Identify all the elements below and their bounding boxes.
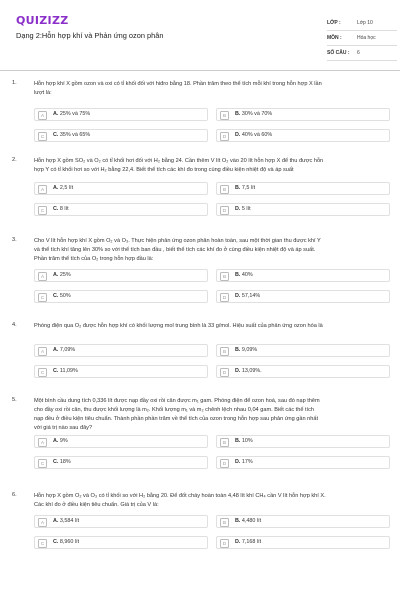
question-text-line: Phần trăm thể tích của O₂ trong hỗn hợp đầu là: bbox=[34, 256, 154, 262]
option-text: C. 8,960 lít bbox=[53, 539, 80, 546]
question-text-line: cho đầy oxi rồi cân, thu được khối lượng là m₂. Khối lượng m₁ và m₂ chênh lệch nhau 0,04 gam. Biết các thể tích bbox=[34, 407, 315, 413]
meta-row-class bbox=[327, 16, 397, 31]
answer-option-c[interactable] bbox=[34, 290, 208, 303]
option-text: C. 11,09% bbox=[53, 368, 78, 375]
question-number: 1. bbox=[12, 80, 17, 86]
option-text: B. 4,480 lít bbox=[235, 518, 262, 525]
option-text: B. 30% và 70% bbox=[235, 111, 273, 118]
question-text bbox=[34, 397, 386, 433]
option-text: D. 40% và 60% bbox=[235, 132, 273, 139]
answer-option-d[interactable] bbox=[216, 456, 390, 469]
answer-option-d[interactable] bbox=[216, 365, 390, 378]
option-key-badge: B bbox=[220, 347, 229, 356]
meta-row-question-count bbox=[327, 46, 397, 61]
quizizz-logo: QUIZIZZ bbox=[16, 14, 69, 27]
question-text bbox=[34, 157, 386, 175]
meta-key: MÔN : bbox=[327, 35, 342, 41]
question-text-line: và thể tích khí tăng lên 30% so với thể tích ban đầu , biết thể tích các khí đo ở cùng điều kiện nhiệt độ và áp suất. bbox=[34, 247, 316, 253]
option-key-badge: C bbox=[38, 459, 47, 468]
question-text-line: Các khí đo ở điều kiện tiêu chuẩn. Giá trị của V là: bbox=[34, 502, 159, 508]
question-text-line: Cho V lít hỗn hợp khí X gồm O₂ và O₃. Thực hiện phản ứng ozon phân hoàn toàn, sau một thời gian thu được khí Y bbox=[34, 238, 321, 244]
question-text-line: Hỗn hợp khí X gồm ozon và oxi có tỉ khối đối với hiđro bằng 18. Phần trăm theo thể tích mỗi khí trong hỗn hợp X lần bbox=[34, 81, 322, 87]
meta-row-subject bbox=[327, 31, 397, 46]
option-key-badge: A bbox=[38, 272, 47, 281]
option-key-badge: D bbox=[220, 293, 229, 302]
option-text: A. 7,09% bbox=[53, 347, 76, 354]
question-text bbox=[34, 237, 386, 264]
answer-option-d[interactable] bbox=[216, 203, 390, 216]
option-key-badge: A bbox=[38, 518, 47, 527]
option-key-badge: D bbox=[220, 206, 229, 215]
option-text: A. 3,584 lít bbox=[53, 518, 80, 525]
answer-option-b[interactable] bbox=[216, 435, 390, 448]
answer-option-b[interactable] bbox=[216, 344, 390, 357]
option-text: C. 50% bbox=[53, 293, 71, 300]
meta-value: Hóa học bbox=[357, 35, 376, 41]
option-text: B. 10% bbox=[235, 438, 253, 445]
answer-option-a[interactable] bbox=[34, 515, 208, 528]
meta-key: SỐ CÂU : bbox=[327, 50, 350, 56]
question-text-line: hợp Y có tỉ khối hơi so với H₂ bằng 22,4. Biết thể tích các khí đo trong cùng điều kiện nhiệt độ và áp suất bbox=[34, 167, 294, 173]
question-text-line: Một bình cầu dung tích 0,336 lít được nạp đầy oxi rồi cân được m₁ gam. Phóng điện để ozon hoá, sau đó nạp thêm bbox=[34, 398, 320, 404]
answer-option-a[interactable] bbox=[34, 344, 208, 357]
answer-option-c[interactable] bbox=[34, 129, 208, 142]
option-text: A. 25% và 75% bbox=[53, 111, 91, 118]
answer-option-d[interactable] bbox=[216, 290, 390, 303]
answer-option-a[interactable] bbox=[34, 435, 208, 448]
option-text: D. 7,168 lít bbox=[235, 539, 262, 546]
question-number: 2. bbox=[12, 157, 17, 163]
question-text bbox=[34, 80, 386, 98]
meta-value: 6 bbox=[357, 50, 360, 56]
answer-option-c[interactable] bbox=[34, 536, 208, 549]
option-text: C. 8 lít bbox=[53, 206, 69, 213]
question-number: 4. bbox=[12, 322, 17, 328]
worksheet-meta bbox=[327, 16, 397, 61]
option-text: B. 7,5 lít bbox=[235, 185, 256, 192]
question-number: 5. bbox=[12, 397, 17, 403]
option-key-badge: A bbox=[38, 347, 47, 356]
answer-option-b[interactable] bbox=[216, 182, 390, 195]
question-text bbox=[34, 322, 386, 331]
question-text-line: nạp đều ở điều kiện tiêu chuẩn. Thành phần phần trăm về thể tích của ozon trong hỗn hợp sau phản ứng gần nhất bbox=[34, 416, 319, 422]
option-text: D. 5 lít bbox=[235, 206, 251, 213]
answer-option-a[interactable] bbox=[34, 108, 208, 121]
question-text-line: lượt là: bbox=[34, 90, 52, 96]
option-text: A. 9% bbox=[53, 438, 68, 445]
answer-option-c[interactable] bbox=[34, 365, 208, 378]
option-text: A. 2,5 lít bbox=[53, 185, 74, 192]
question-text bbox=[34, 492, 386, 510]
option-key-badge: C bbox=[38, 368, 47, 377]
answer-option-d[interactable] bbox=[216, 129, 390, 142]
meta-value: Lớp 10 bbox=[357, 20, 373, 26]
answer-option-b[interactable] bbox=[216, 108, 390, 121]
option-text: B. 40% bbox=[235, 272, 253, 279]
option-key-badge: B bbox=[220, 185, 229, 194]
option-key-badge: C bbox=[38, 206, 47, 215]
option-key-badge: D bbox=[220, 132, 229, 141]
answer-option-b[interactable] bbox=[216, 515, 390, 528]
worksheet-title: Dạng 2:Hỗn hợp khí và Phản ứng ozon phân bbox=[16, 31, 164, 40]
option-text: C. 35% và 65% bbox=[53, 132, 91, 139]
question-text-line: với giá trị nào sau đây? bbox=[34, 425, 93, 431]
option-key-badge: D bbox=[220, 459, 229, 468]
option-key-badge: A bbox=[38, 438, 47, 447]
option-key-badge: D bbox=[220, 368, 229, 377]
answer-option-c[interactable] bbox=[34, 203, 208, 216]
option-key-badge: B bbox=[220, 272, 229, 281]
option-key-badge: B bbox=[220, 438, 229, 447]
question-number: 6. bbox=[12, 492, 17, 498]
meta-key: LỚP : bbox=[327, 20, 341, 26]
option-text: D. 13,09%. bbox=[235, 368, 262, 375]
option-text: C. 18% bbox=[53, 459, 71, 466]
question-text-line: Phóng điện qua O₂ được hỗn hợp khí có khối lượng mol trung bình là 33 g/mol. Hiệu suất của phản ứng ozon hóa là bbox=[34, 323, 323, 329]
question-text-line: Hỗn hợp X gồm SO₂ và O₂ có tỉ khối hơi đối với H₂ bằng 24. Cần thêm V lít O₂ vào 20 lít hỗn hợp X để thu được hỗn bbox=[34, 158, 324, 164]
answer-option-c[interactable] bbox=[34, 456, 208, 469]
option-key-badge: A bbox=[38, 185, 47, 194]
option-text: A. 25% bbox=[53, 272, 71, 279]
option-text: D. 57,14% bbox=[235, 293, 261, 300]
header-divider bbox=[0, 70, 400, 71]
answer-option-b[interactable] bbox=[216, 269, 390, 282]
option-key-badge: D bbox=[220, 539, 229, 548]
option-key-badge: B bbox=[220, 518, 229, 527]
option-key-badge: C bbox=[38, 293, 47, 302]
worksheet-header bbox=[12, 12, 388, 62]
option-key-badge: A bbox=[38, 111, 47, 120]
answer-option-a[interactable] bbox=[34, 182, 208, 195]
option-text: D. 17% bbox=[235, 459, 253, 466]
option-key-badge: C bbox=[38, 539, 47, 548]
question-number: 3. bbox=[12, 237, 17, 243]
option-key-badge: B bbox=[220, 111, 229, 120]
option-text: B. 9,09% bbox=[235, 347, 258, 354]
answer-option-d[interactable] bbox=[216, 536, 390, 549]
question-text-line: Hỗn hợp X gồm O₂ và O₃ có tỉ khối so với H₂ bằng 20. Để đốt cháy hoàn toàn 4,48 lít khí CH₄ cần V lít hỗn hợp khí X. bbox=[34, 493, 326, 499]
option-key-badge: C bbox=[38, 132, 47, 141]
answer-option-a[interactable] bbox=[34, 269, 208, 282]
